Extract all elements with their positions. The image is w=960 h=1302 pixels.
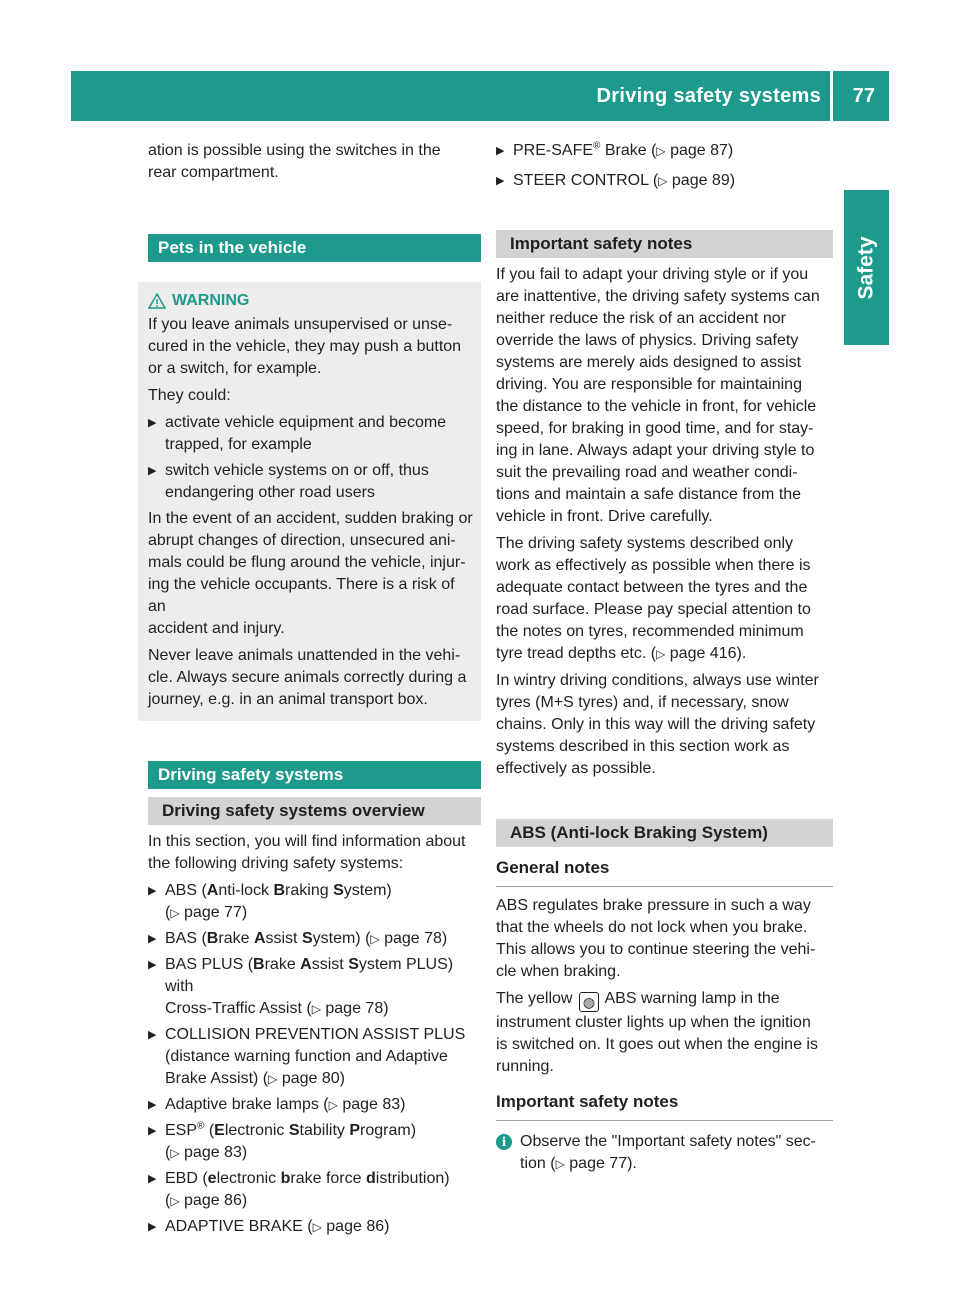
page-arrow-icon: ▷ (370, 932, 380, 946)
warning-they-could: They could: (148, 387, 231, 404)
info-icon: i (496, 1134, 512, 1150)
list-item: ▶ switch vehicle systems on or off, thus endangering other road users (148, 462, 429, 501)
warning-box (138, 282, 481, 721)
list-item-collision: ▶ COLLISION PREVENTION ASSIST PLUS (distance warning function and Adaptive Brake Assist) (▷ page 80) (148, 1026, 466, 1087)
bullet-triangle-icon: ▶ (148, 885, 157, 897)
heading-important-safety-notes: Important safety notes (496, 1091, 833, 1121)
page-arrow-icon: ▷ (170, 906, 180, 920)
subsection-heading-abs: ABS (Anti-lock Braking System) (496, 819, 833, 847)
info-note: i Observe the "Important safety notes" sec- tion (▷ page 77). (496, 1131, 833, 1175)
page-ref-link[interactable]: page 86) (184, 1192, 248, 1209)
list-item-steer-control: ▶ STEER CONTROL (▷ page 89) (496, 170, 833, 192)
list-item-bas: ▶ BAS (Brake Assist System) (▷ page 78) (148, 928, 481, 950)
page-ref-link[interactable]: page 83) (342, 1096, 406, 1113)
bullet-triangle-icon: ▶ (496, 145, 505, 157)
bullet-triangle-icon: ▶ (148, 1173, 157, 1185)
header-bar (71, 71, 889, 121)
subsection-heading-important: Important safety notes (496, 230, 833, 258)
section-heading-pets: Pets in the vehicle (148, 234, 481, 262)
warning-header (148, 290, 473, 312)
page-ref-link[interactable]: page 78) (325, 1000, 389, 1017)
warning-paragraph-1: If you leave animals unsupervised or unse- cured in the vehicle, they may push a button or a switch, for example. (148, 316, 462, 377)
important-paragraph-3: In wintry driving conditions, always use winter tyres (M+S tyres) and, if necessary, snow chains. Only in this way will the driving safety systems described in this section work as effectively as possible. (496, 672, 819, 777)
page-number: 77 (852, 85, 875, 107)
page-arrow-icon: ▷ (656, 144, 666, 158)
bullet-triangle-icon: ▶ (148, 1029, 157, 1041)
page-ref-link[interactable]: page 80) (281, 1070, 345, 1087)
warning-paragraph-2: In the event of an accident, sudden braking or abrupt changes of direction, unsecured ani- mals could be flung around the vehicle, injur- ing the vehicle occupants. There is a risk of an accident and injury. (148, 510, 473, 637)
general-paragraph-2: The yellow ◍ ABS warning lamp in the instrument cluster lights up when the ignition is switched on. It goes out when the engine is running. (496, 990, 818, 1075)
section-heading-driving-safety: Driving safety systems (148, 761, 481, 789)
page-arrow-icon: ▷ (658, 174, 668, 188)
page-arrow-icon: ▷ (170, 1146, 180, 1160)
list-item-abs: ▶ ABS (Anti-lock Braking System) (▷ page 77) (148, 882, 392, 921)
bullet-triangle-icon: ▶ (148, 465, 157, 477)
list-item-bas-plus: ▶ BAS PLUS (Brake Assist System PLUS) with Cross-Traffic Assist (▷ page 78) (148, 956, 454, 1017)
page-ref-link[interactable]: page 86) (326, 1218, 390, 1235)
page-arrow-icon: ▷ (555, 1157, 565, 1171)
side-tab-safety[interactable] (844, 190, 889, 345)
page-arrow-icon: ▷ (328, 1098, 338, 1112)
list-item-esp: ▶ ESP® (Electronic Stability Program) (▷ page 83) (148, 1120, 417, 1161)
bullet-triangle-icon: ▶ (148, 959, 157, 971)
general-paragraph-1: ABS regulates brake pressure in such a way that the wheels do not lock when you brake. This allows you to continue steering the vehi- cle when braking. (496, 897, 816, 980)
heading-general-notes: General notes (496, 857, 833, 887)
bullet-triangle-icon: ▶ (148, 1221, 157, 1233)
list-item-ebd: ▶ EBD (electronic brake force distribution) (▷ page 86) (148, 1170, 450, 1209)
important-paragraph-2: The driving safety systems described only work as effectively as possible when there is adequate contact between the tyres and the road surface. Please pay special attention to the notes on tyres, recommended minimum tyre tread depths etc. (▷ page 416). (496, 535, 811, 662)
page-ref-link[interactable]: page 77). (569, 1155, 637, 1172)
page-ref-link[interactable]: page 87) (670, 142, 734, 159)
page-arrow-icon: ▷ (312, 1220, 322, 1234)
bullet-triangle-icon: ▶ (148, 933, 157, 945)
bullet-triangle-icon: ▶ (496, 175, 505, 187)
bullet-triangle-icon: ▶ (148, 1125, 157, 1137)
list-item-adaptive-lamps: ▶ Adaptive brake lamps (▷ page 83) (148, 1094, 481, 1116)
list-item: ▶ activate vehicle equipment and become trapped, for example (148, 414, 447, 453)
page-ref-link[interactable]: page 416). (669, 645, 747, 662)
header-divider (830, 71, 833, 121)
warning-triangle-icon (148, 293, 166, 309)
page-ref-link[interactable]: page 77) (184, 904, 248, 921)
list-item-adaptive-brake: ▶ ADAPTIVE BRAKE (▷ page 86) (148, 1216, 481, 1238)
warning-label: WARNING (172, 292, 250, 309)
left-column (148, 140, 481, 1242)
warning-paragraph-3: Never leave animals unattended in the vehi- cle. Always secure animals correctly during a journey, e.g. in an animal transport box. (148, 647, 467, 708)
abs-lamp-icon: ◍ (579, 992, 599, 1012)
bullet-triangle-icon: ▶ (148, 1099, 157, 1111)
page-arrow-icon: ▷ (311, 1002, 321, 1016)
side-tab-label: Safety (854, 235, 878, 300)
bullet-triangle-icon: ▶ (148, 417, 157, 429)
page-ref-link[interactable]: page 89) (671, 172, 736, 189)
important-paragraph-1: If you fail to adapt your driving style or if you are inattentive, the driving safety systems can neither reduce the risk of an accident nor override the laws of physics. Driving safety systems are merely aids designed to assist driving. You are responsible for maintaining the distance to the vehicle in front, for vehicle speed, for braking in good time, and for stay- ing in lane. Always adapt your driving style to suit the prevailing road and weather condi- tions and maintain a safe distance from the vehicle in front. Drive carefully. (496, 266, 820, 525)
page-arrow-icon: ▷ (268, 1072, 278, 1086)
page-arrow-icon: ▷ (656, 647, 666, 661)
intro-paragraph: ation is possible using the switches in the rear compartment. (148, 142, 441, 181)
subsection-heading-overview: Driving safety systems overview (148, 797, 481, 825)
overview-intro: In this section, you will find information about the following driving safety systems: (148, 833, 466, 872)
page-ref-link[interactable]: page 78) (384, 930, 448, 947)
page-ref-link[interactable]: page 83) (184, 1144, 248, 1161)
page-arrow-icon: ▷ (170, 1194, 180, 1208)
right-column (496, 140, 833, 1175)
page-title: Driving safety systems (596, 85, 821, 107)
list-item-presafe: ▶ PRE-SAFE® Brake (▷ page 87) (496, 140, 833, 162)
